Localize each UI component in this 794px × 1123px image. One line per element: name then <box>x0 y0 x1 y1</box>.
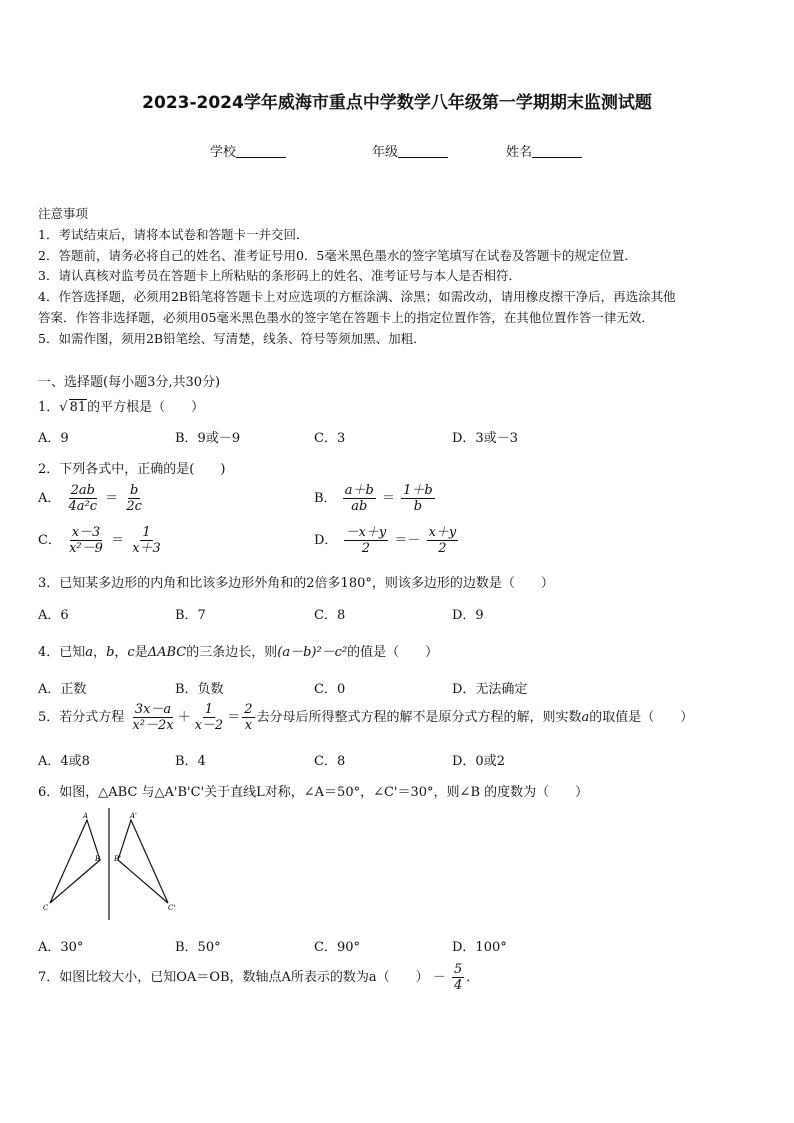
fraction <box>452 962 464 993</box>
question-1-stem <box>38 396 204 415</box>
numerator: 2 <box>244 702 253 717</box>
symmetric-triangles-figure <box>38 808 188 923</box>
var-c: c <box>127 645 135 660</box>
denominator: x－2 <box>194 718 224 733</box>
equals-sign: ＝ <box>111 533 125 548</box>
numerator: 2ab <box>70 483 95 498</box>
triangle-abc: ΔABC <box>147 645 187 660</box>
triangle-abc-prime-shape <box>118 820 168 903</box>
denominator: 2 <box>438 541 447 556</box>
denominator: 2c <box>126 499 142 514</box>
numerator: 1 <box>204 702 214 717</box>
q4-comma: ， <box>114 645 128 660</box>
option-label: D． <box>314 533 338 548</box>
question-5-stem <box>38 702 693 733</box>
name-blank[interactable] <box>532 145 582 158</box>
fraction <box>344 525 389 556</box>
equals-sign: ＝ <box>105 491 119 506</box>
q4-option-c[interactable]: C．0 <box>314 682 346 697</box>
q4-text: 是 <box>134 645 148 660</box>
q1-radicand: 81 <box>69 400 87 415</box>
notice-item: 3．请认真核对监考员在答题卡上所粘贴的条形码上的姓名、准考证号与本人是否相符． <box>38 268 521 283</box>
fraction <box>130 702 175 733</box>
school-label: 学校 <box>210 145 237 160</box>
name-label: 姓名 <box>506 145 533 160</box>
q3-option-c[interactable]: C．8 <box>314 608 346 623</box>
grade-blank[interactable] <box>398 145 448 158</box>
label-a-prime: A' <box>130 812 137 820</box>
label-b: B <box>95 855 101 863</box>
denominator: x＋3 <box>132 541 161 556</box>
numerator: 3x－a <box>134 702 172 717</box>
fraction <box>427 525 459 556</box>
q1-option-b[interactable]: B．9或－9 <box>175 431 241 446</box>
q2-option-d[interactable] <box>314 525 460 556</box>
numerator: x＋y <box>428 525 457 540</box>
question-2-stem: 2．下列各式中，正确的是( ) <box>38 462 226 477</box>
q4-expression: (a－b)²－c² <box>277 645 348 660</box>
q6-option-b[interactable]: B．50° <box>175 940 221 955</box>
q3-option-b[interactable]: B．7 <box>175 608 206 623</box>
q1-prefix: 1． <box>38 400 60 415</box>
q5-option-c[interactable]: C．8 <box>314 754 346 769</box>
school-blank[interactable] <box>236 145 286 158</box>
fraction <box>242 702 254 733</box>
q4-text: 4．已知 <box>38 645 86 660</box>
numerator: b <box>129 483 139 498</box>
notice-item: 2．答题前，请务必将自己的姓名、准考证号用0．5毫米黑色墨水的签字笔填写在试卷及答题卡的规定位置． <box>38 248 637 263</box>
q4-option-b[interactable]: B．负数 <box>175 682 224 697</box>
fraction <box>130 525 163 556</box>
section-heading: 一、选择题(每小题3分,共30分) <box>38 375 221 390</box>
q4-option-d[interactable]: D．无法确定 <box>452 682 528 697</box>
denominator: x²－2x <box>132 718 174 733</box>
school-field <box>210 141 286 160</box>
label-b-prime: B' <box>114 855 122 863</box>
label-a: A <box>83 812 89 820</box>
q2-option-b[interactable] <box>314 483 437 514</box>
var-a: a <box>85 645 94 660</box>
fraction <box>124 483 144 514</box>
equals-sign: ＝ <box>381 491 395 506</box>
q1-option-d[interactable]: D．3或－3 <box>452 431 518 446</box>
q7-text: 7．如图比较大小，已知OA＝OB，数轴点A所表示的数为a（ ） <box>38 970 429 985</box>
triangle-abc-shape <box>50 820 100 903</box>
q7-end: ． <box>466 970 480 985</box>
q5-text: 的取值是（ ） <box>589 710 694 725</box>
denominator: 2 <box>361 541 371 556</box>
notice-item: 答案．作答非选择题，必须用05毫米黑色墨水的签字笔在答题卡上的指定位置作答，在其他位置作答一律无效． <box>38 310 654 325</box>
q5-text: 去分母后所得整式方程的解不是原分式方程的解，则实数 <box>256 710 582 725</box>
page-title: 2023-2024学年威海市重点中学数学八年级第一学期期末监测试题 <box>142 93 652 113</box>
q1-option-a[interactable]: A．9 <box>38 431 69 446</box>
q6-option-a[interactable]: A．30° <box>38 940 84 955</box>
q1-suffix: 的平方根是（ ） <box>87 400 205 415</box>
q3-option-d[interactable]: D．9 <box>452 608 484 623</box>
q4-option-a[interactable]: A．正数 <box>38 682 87 697</box>
q4-text: 的三条边长，则 <box>186 645 278 660</box>
q6-option-c[interactable]: C．90° <box>314 940 360 955</box>
numerator: －x＋y <box>345 525 387 540</box>
q6-option-d[interactable]: D．100° <box>452 940 507 955</box>
notice-heading: 注意事项 <box>38 206 89 221</box>
numerator: 5 <box>453 962 463 977</box>
numerator: 1 <box>142 525 151 540</box>
denominator: ab <box>351 499 368 514</box>
grade-field <box>372 141 448 160</box>
denominator: 4 <box>453 978 463 993</box>
equals-sign: ＝ <box>227 710 241 725</box>
plus-sign: ＋ <box>177 710 191 725</box>
denominator: b <box>413 499 423 514</box>
notice-item: 1．考试结束后，请将本试卷和答题卡一并交回． <box>38 227 309 242</box>
numerator: x－3 <box>71 525 101 540</box>
numerator: 1＋b <box>403 483 433 498</box>
label-c-prime: C' <box>168 904 176 912</box>
grade-label: 年级 <box>372 145 399 160</box>
question-4-stem <box>38 641 438 660</box>
label-c: C <box>43 904 49 912</box>
fraction <box>193 702 226 733</box>
sqrt-symbol: √ <box>59 400 68 415</box>
notice-item: 4．作答选择题，必须用2B铅笔将答题卡上对应选项的方框涂满、涂黑；如需改动，请用橡皮擦干净后，再选涂其他 <box>38 289 676 304</box>
fraction <box>401 483 435 514</box>
q5-option-d[interactable]: D．0或2 <box>452 754 505 769</box>
equals-minus-sign: ＝－ <box>394 533 421 548</box>
minus-sign: － <box>432 970 446 985</box>
q2-option-a[interactable] <box>38 483 146 514</box>
q5-option-a[interactable]: A．4或8 <box>38 754 90 769</box>
denominator: x²－9 <box>69 541 103 556</box>
question-6-stem: 6．如图，△ABC 与△A'B'C'关于直线L对称，∠A＝50°，∠C'＝30°，则∠B 的度数为（ ） <box>38 785 589 800</box>
option-label: A． <box>38 491 61 506</box>
var-a: a <box>581 710 590 725</box>
name-field <box>506 141 582 160</box>
option-label: C． <box>38 533 61 548</box>
notice-item: 5．如需作图，须用2B铅笔绘、写清楚，线条、符号等须加黑、加粗． <box>38 331 426 346</box>
q1-option-c[interactable]: C．3 <box>314 431 346 446</box>
fraction <box>343 483 376 514</box>
question-3-stem: 3．已知某多边形的内角和比该多边形外角和的2倍多180°，则该多边形的边数是（ ） <box>38 576 554 591</box>
option-label: B． <box>314 491 337 506</box>
denominator: 4a²c <box>68 499 98 514</box>
q4-text: 的值是（ ） <box>347 645 439 660</box>
q2-option-c[interactable] <box>38 525 165 556</box>
q3-option-a[interactable]: A．6 <box>38 608 69 623</box>
fraction <box>67 483 100 514</box>
question-7-stem <box>38 962 479 993</box>
fraction <box>67 525 105 556</box>
q4-comma: ， <box>93 645 107 660</box>
q5-text: 5．若分式方程 <box>38 710 125 725</box>
denominator: x <box>244 718 253 733</box>
var-b: b <box>106 645 115 660</box>
numerator: a＋b <box>344 483 374 498</box>
q5-option-b[interactable]: B．4 <box>175 754 206 769</box>
